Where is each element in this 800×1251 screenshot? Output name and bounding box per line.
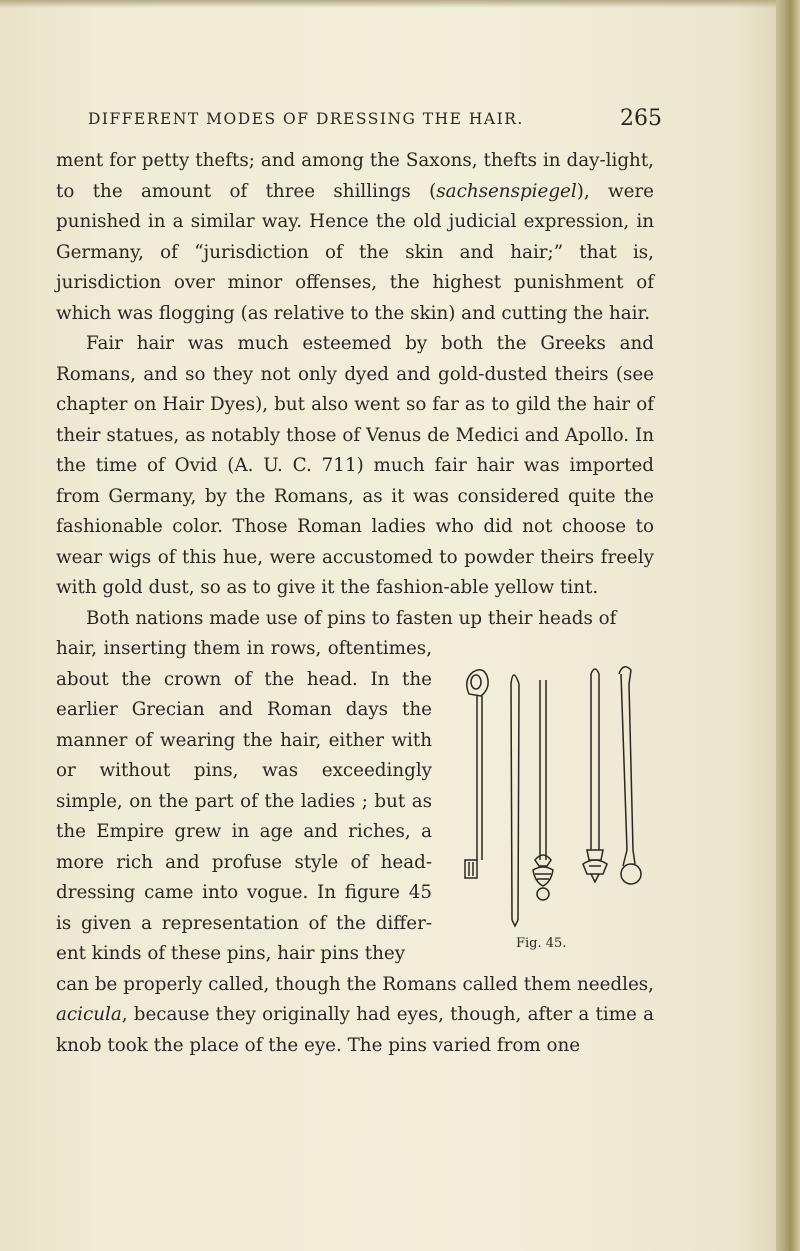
paragraph-3-tail-text-2: , because they originally had eyes, though, after a time a knob took the place of the eye. The pins varied from one xyxy=(56,1004,654,1056)
paragraph-1-text: ment for petty thefts; and among the Saxons, thefts in day-light, to the amount of three shillings ( xyxy=(56,150,654,202)
pin-4-ornamented xyxy=(583,669,607,882)
paragraph-3-italic: acicula xyxy=(56,1004,122,1025)
paragraph-3-wrapped: hair, inserting them in rows, oftentimes, about the crown of the head. In the earlier Grecian and Roman days the manner of wearing the hair, either with or without pins, was exceedingly simple, on the part of the ladies ; but as the Empire grew in age and riches, a more rich and profuse style of head-dressing came into vogue. In figure 45 is given a representation of the differ-ent kinds of these pins, hair pins they xyxy=(56,638,432,964)
figure-caption: Fig. 45. xyxy=(516,936,567,951)
pin-5-looped xyxy=(619,667,641,884)
pin-2-plain xyxy=(511,675,519,926)
paragraph-3-tail-text: can be properly called, though the Romans called them needles, xyxy=(56,973,654,995)
running-title: DIFFERENT MODES OF DRESSING THE HAIR. xyxy=(88,110,524,128)
book-spine xyxy=(776,0,800,1251)
pin-3-knobbed xyxy=(533,680,553,900)
hair-pins-illustration xyxy=(455,660,655,930)
figure-45 xyxy=(455,660,655,960)
paragraph-2: Fair hair was much esteemed by both the Greeks and Romans, and so they not only dyed and gold-dusted theirs (see chapter on Hair Dyes), but also went so far as to gild the hair of their statues, as notably those of Venus de Medici and Apollo. In the time of Ovid (A. U. C. 711) much fair hair was imported from Germany, by the Romans, as it was considered quite the fashionable color. Those Roman ladies who did not choose to wear wigs of this hue, were accustomed to powder theirs freely with gold dust, so as to give it the fashion-able yellow tint. xyxy=(56,333,654,598)
pin-1-eyed xyxy=(465,670,488,878)
paragraph-1-italic: sachsenspiegel xyxy=(436,180,577,202)
paragraph-3-line-1: Both nations made use of pins to fasten up their heads of xyxy=(86,607,617,629)
page-header xyxy=(88,106,688,140)
page-number: 265 xyxy=(620,106,662,131)
paragraph-3-tail xyxy=(56,970,654,1062)
page-top-shadow xyxy=(0,0,800,8)
paragraph-1-text-2: ), were punished in a similar way. Hence the old judicial expression, in Germany, of “jurisdiction of the skin and hair;” that is, jurisdiction over minor offenses, the highest punishment of which was flogging (as relative to the skin) and cutting the hair. xyxy=(56,180,654,324)
paragraph-1 xyxy=(56,146,654,329)
